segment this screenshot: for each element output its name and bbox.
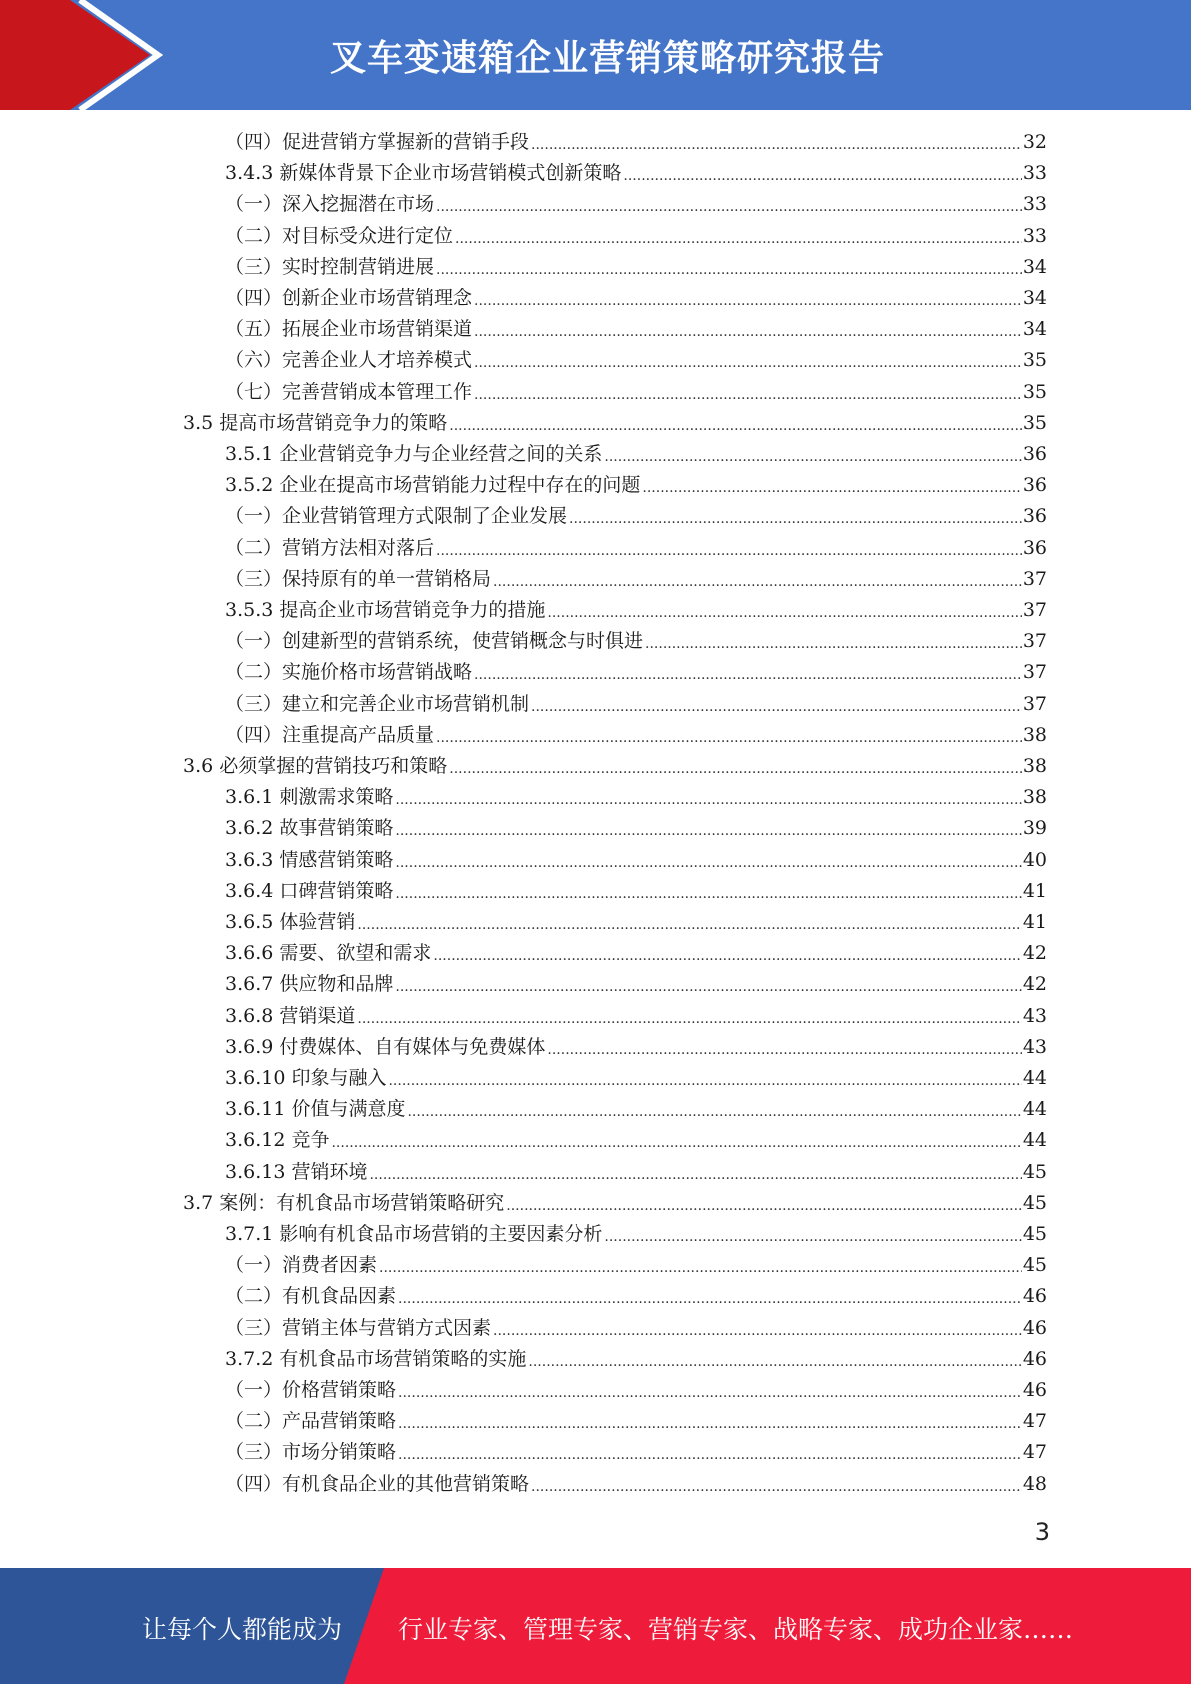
- toc-entry-label: （一）深入挖掘潜在市场: [225, 193, 435, 216]
- toc-dot-leader: [528, 1351, 1021, 1373]
- toc-dot-leader: [493, 571, 1022, 593]
- toc-entry-label: （一）创建新型的营销系统，使营销概念与时俱进: [225, 630, 644, 653]
- toc-dot-leader: [395, 820, 1021, 842]
- toc-entry-label: 3.5.2 企业在提高市场营销能力过程中存在的问题: [225, 474, 641, 497]
- toc-entry-page: 38: [1022, 786, 1047, 809]
- toc-entry[interactable]: [225, 1438, 1047, 1466]
- toc-entry-page: 46: [1022, 1347, 1047, 1370]
- toc-dot-leader: [506, 1195, 1022, 1217]
- toc-entry-page: 45: [1022, 1254, 1047, 1277]
- toc-entry-label: （六）完善企业人才培养模式: [225, 349, 473, 372]
- toc-entry[interactable]: [225, 658, 1047, 686]
- toc-dot-leader: [357, 1008, 1021, 1030]
- toc-entry[interactable]: [225, 1064, 1047, 1092]
- toc-entry-label: （四）注重提高产品质量: [225, 723, 435, 746]
- toc-entry-label: （四）促进营销方掌握新的营销手段: [225, 131, 530, 153]
- toc-entry[interactable]: [225, 908, 1047, 936]
- toc-entry[interactable]: [183, 752, 1047, 780]
- page-number: 3: [1034, 1518, 1050, 1546]
- toc-entry[interactable]: [225, 502, 1047, 530]
- toc-entry[interactable]: [225, 721, 1047, 749]
- toc-entry-label: 3.6.10 印象与融入: [225, 1067, 387, 1089]
- toc-entry-page: 42: [1022, 973, 1047, 996]
- toc-entry-label: 3.6.9 付费媒体、自有媒体与免费媒体: [225, 1035, 546, 1058]
- toc-entry-label: 3.5 提高市场营销竞争力的策略: [183, 411, 448, 434]
- toc-entry-page: 43: [1022, 1035, 1047, 1058]
- toc-entry[interactable]: [225, 939, 1047, 967]
- toc-entry[interactable]: [225, 128, 1047, 156]
- toc-dot-leader: [357, 914, 1021, 936]
- toc-entry[interactable]: [225, 1126, 1047, 1154]
- toc-entry-page: 35: [1022, 380, 1047, 403]
- toc-dot-leader: [474, 664, 1022, 686]
- toc-entry-label: （三）营销主体与营销方式因素: [225, 1316, 492, 1339]
- footer-slogan-left: 让每个人都能成为: [142, 1615, 343, 1644]
- toc-entry[interactable]: [225, 1095, 1047, 1123]
- toc-entry-label: 3.4.3 新媒体背景下企业市场营销模式创新策略: [225, 162, 622, 185]
- toc-entry-label: （五）拓展企业市场营销渠道: [225, 318, 473, 341]
- toc-entry-page: 36: [1022, 443, 1047, 465]
- toc-dot-leader: [398, 1382, 1022, 1404]
- toc-dot-leader: [645, 633, 1022, 655]
- toc-dot-leader: [433, 945, 1021, 967]
- toc-entry-label: 3.6.7 供应物和品牌: [225, 973, 394, 996]
- toc-entry-page: 36: [1022, 536, 1047, 559]
- toc-entry-label: 3.6.5 体验营销: [225, 911, 356, 933]
- toc-entry-page: 39: [1022, 817, 1047, 840]
- toc-entry[interactable]: [225, 970, 1047, 998]
- toc-dot-leader: [604, 446, 1021, 468]
- toc-entry[interactable]: [225, 159, 1047, 187]
- toc-entry-page: 45: [1022, 1223, 1047, 1245]
- toc-dot-leader: [398, 1413, 1022, 1435]
- toc-entry-page: 37: [1022, 567, 1047, 590]
- toc-dot-leader: [436, 540, 1022, 562]
- toc-dot-leader: [642, 477, 1021, 499]
- toc-entry[interactable]: [225, 534, 1047, 562]
- toc-entry-page: 43: [1022, 1004, 1047, 1027]
- toc-entry-label: （七）完善营销成本管理工作: [225, 380, 473, 403]
- toc-entry-page: 38: [1022, 755, 1047, 777]
- toc-entry[interactable]: [225, 440, 1047, 468]
- toc-entry-page: 34: [1022, 318, 1047, 341]
- toc-entry-page: 46: [1022, 1379, 1047, 1401]
- toc-entry[interactable]: [225, 1220, 1047, 1248]
- toc-entry-page: 44: [1022, 1098, 1047, 1121]
- toc-entry-label: 3.6.2 故事营销策略: [225, 817, 394, 840]
- toc-entry-page: 42: [1022, 942, 1047, 965]
- toc-dot-leader: [369, 1164, 1021, 1186]
- toc-dot-leader: [569, 508, 1022, 530]
- toc-entry-label: 3.6.4 口碑营销策略: [225, 879, 394, 902]
- toc-dot-leader: [547, 1039, 1021, 1061]
- toc-entry-page: 45: [1022, 1160, 1047, 1183]
- toc-entry[interactable]: [225, 690, 1047, 718]
- toc-entry[interactable]: [225, 877, 1047, 905]
- toc-dot-leader: [623, 165, 1021, 187]
- toc-entry[interactable]: [225, 1158, 1047, 1186]
- toc-entry-page: 34: [1022, 255, 1047, 278]
- toc-entry-page: 37: [1022, 692, 1047, 715]
- toc-entry-label: （二）对目标受众进行定位: [225, 224, 454, 247]
- header-red-chevron: [0, 0, 150, 110]
- toc-entry-page: 33: [1022, 162, 1047, 185]
- toc-entry[interactable]: [225, 1002, 1047, 1030]
- toc-dot-leader: [604, 1226, 1021, 1248]
- toc-entry-page: 47: [1022, 1441, 1047, 1464]
- toc-entry[interactable]: [225, 222, 1047, 250]
- toc-entry-label: （二）产品营销策略: [225, 1410, 397, 1433]
- toc-entry-label: 3.6.12 竞争: [225, 1129, 330, 1152]
- toc-entry-label: 3.5.1 企业营销竞争力与企业经营之间的关系: [225, 443, 603, 465]
- toc-dot-leader: [395, 976, 1021, 998]
- toc-entry[interactable]: [183, 1189, 1047, 1217]
- toc-entry[interactable]: [225, 1407, 1047, 1435]
- toc-entry-label: 3.5.3 提高企业市场营销竞争力的措施: [225, 599, 546, 621]
- toc-entry[interactable]: [225, 315, 1047, 343]
- toc-entry[interactable]: [225, 346, 1047, 374]
- toc-entry-page: 34: [1022, 287, 1047, 309]
- toc-entry-page: 41: [1022, 879, 1047, 902]
- toc-entry[interactable]: [225, 378, 1047, 406]
- toc-entry-page: 41: [1022, 911, 1047, 933]
- toc-entry-label: （四）有机食品企业的其他营销策略: [225, 1472, 530, 1495]
- toc-entry[interactable]: [225, 565, 1047, 593]
- page-footer: [0, 1568, 1191, 1684]
- toc-entry-page: 40: [1022, 848, 1047, 871]
- toc-entry-label: 3.6.6 需要、欲望和需求: [225, 942, 432, 965]
- toc-entry-label: （二）营销方法相对落后: [225, 536, 435, 559]
- toc-entry-label: 3.6.3 情感营销策略: [225, 848, 394, 871]
- toc-entry-label: （一）企业营销管理方式限制了企业发展: [225, 505, 568, 528]
- toc-entry-page: 46: [1022, 1316, 1047, 1339]
- toc-entry-label: 3.7 案例：有机食品市场营销策略研究: [183, 1191, 505, 1214]
- toc-entry-page: 45: [1022, 1191, 1047, 1214]
- toc-dot-leader: [474, 290, 1022, 312]
- toc-entry-label: （三）保持原有的单一营销格局: [225, 567, 492, 590]
- toc-dot-leader: [395, 789, 1021, 811]
- toc-dot-leader: [474, 352, 1022, 374]
- toc-dot-leader: [407, 1101, 1021, 1123]
- toc-dot-leader: [436, 727, 1022, 749]
- toc-entry-label: （二）实施价格市场营销战略: [225, 661, 473, 684]
- toc-entry[interactable]: [225, 1376, 1047, 1404]
- toc-entry-label: （二）有机食品因素: [225, 1285, 397, 1308]
- toc-entry-page: 37: [1022, 661, 1047, 684]
- toc-dot-leader: [398, 1444, 1022, 1466]
- toc-entry-page: 36: [1022, 474, 1047, 497]
- toc-entry-label: （三）市场分销策略: [225, 1441, 397, 1464]
- toc-entry-label: 3.6.13 营销环境: [225, 1160, 368, 1183]
- toc-entry-page: 44: [1022, 1129, 1047, 1152]
- toc-dot-leader: [449, 415, 1022, 437]
- toc-entry[interactable]: [225, 846, 1047, 874]
- toc-entry-page: 35: [1022, 411, 1047, 434]
- toc-dot-leader: [531, 1476, 1022, 1498]
- toc-entry[interactable]: [225, 253, 1047, 281]
- toc-entry-label: （一）消费者因素: [225, 1254, 378, 1277]
- toc-entry-page: 35: [1022, 349, 1047, 372]
- toc-entry-label: 3.6.1 刺激需求策略: [225, 786, 394, 809]
- toc-entry-page: 33: [1022, 224, 1047, 247]
- toc-entry-page: 32: [1022, 131, 1047, 153]
- toc-entry-page: 36: [1022, 505, 1047, 528]
- document-title: 叉车变速箱企业营销策略研究报告: [330, 38, 886, 79]
- toc-dot-leader: [531, 134, 1022, 156]
- toc-entry-label: 3.6.11 价值与满意度: [225, 1098, 406, 1121]
- toc-entry[interactable]: [225, 1470, 1047, 1498]
- toc-entry[interactable]: [225, 1251, 1047, 1279]
- toc-dot-leader: [379, 1257, 1022, 1279]
- toc-dot-leader: [474, 384, 1022, 406]
- toc-dot-leader: [331, 1132, 1021, 1154]
- toc-dot-leader: [436, 196, 1022, 218]
- toc-entry[interactable]: [225, 284, 1047, 312]
- toc-dot-leader: [547, 602, 1021, 624]
- toc-entry[interactable]: [183, 409, 1047, 437]
- toc-entry-page: 44: [1022, 1067, 1047, 1089]
- toc-entry-label: （三）实时控制营销进展: [225, 255, 435, 278]
- toc-entry-label: （三）建立和完善企业市场营销机制: [225, 692, 530, 715]
- toc-entry-page: 47: [1022, 1410, 1047, 1433]
- toc-entry[interactable]: [225, 1282, 1047, 1310]
- toc-dot-leader: [455, 228, 1022, 250]
- toc-entry-label: （一）价格营销策略: [225, 1379, 397, 1401]
- toc-dot-leader: [531, 696, 1022, 718]
- toc-entry[interactable]: [225, 190, 1047, 218]
- toc-entry[interactable]: [225, 783, 1047, 811]
- toc-entry[interactable]: [225, 627, 1047, 655]
- toc-entry[interactable]: [225, 1033, 1047, 1061]
- toc-dot-leader: [474, 321, 1022, 343]
- toc-entry-label: 3.6 必须掌握的营销技巧和策略: [183, 755, 448, 777]
- toc-entry-page: 38: [1022, 723, 1047, 746]
- toc-dot-leader: [395, 852, 1021, 874]
- toc-entry-page: 48: [1022, 1472, 1047, 1495]
- toc-dot-leader: [395, 883, 1021, 905]
- toc-entry-label: 3.6.8 营销渠道: [225, 1004, 356, 1027]
- toc-entry-label: 3.7.2 有机食品市场营销策略的实施: [225, 1347, 527, 1370]
- toc-entry[interactable]: [225, 1345, 1047, 1373]
- toc-entry-label: 3.7.1 影响有机食品市场营销的主要因素分析: [225, 1223, 603, 1245]
- toc-dot-leader: [493, 1320, 1022, 1342]
- toc-entry[interactable]: [225, 471, 1047, 499]
- toc-dot-leader: [436, 259, 1022, 281]
- toc-entry-page: 33: [1022, 193, 1047, 216]
- toc-entry-page: 37: [1022, 599, 1047, 621]
- page-header: [0, 0, 1191, 110]
- toc-dot-leader: [449, 758, 1022, 780]
- toc-entry[interactable]: [225, 1314, 1047, 1342]
- toc-dot-leader: [388, 1070, 1021, 1092]
- toc-entry[interactable]: [225, 596, 1047, 624]
- footer-slogan-right: 行业专家、管理专家、营销专家、战略专家、成功企业家……: [398, 1615, 1074, 1644]
- toc-entry-page: 46: [1022, 1285, 1047, 1308]
- toc-entry[interactable]: [225, 814, 1047, 842]
- toc-entry-page: 37: [1022, 630, 1047, 653]
- toc-dot-leader: [398, 1288, 1022, 1310]
- toc-entry-label: （四）创新企业市场营销理念: [225, 287, 473, 309]
